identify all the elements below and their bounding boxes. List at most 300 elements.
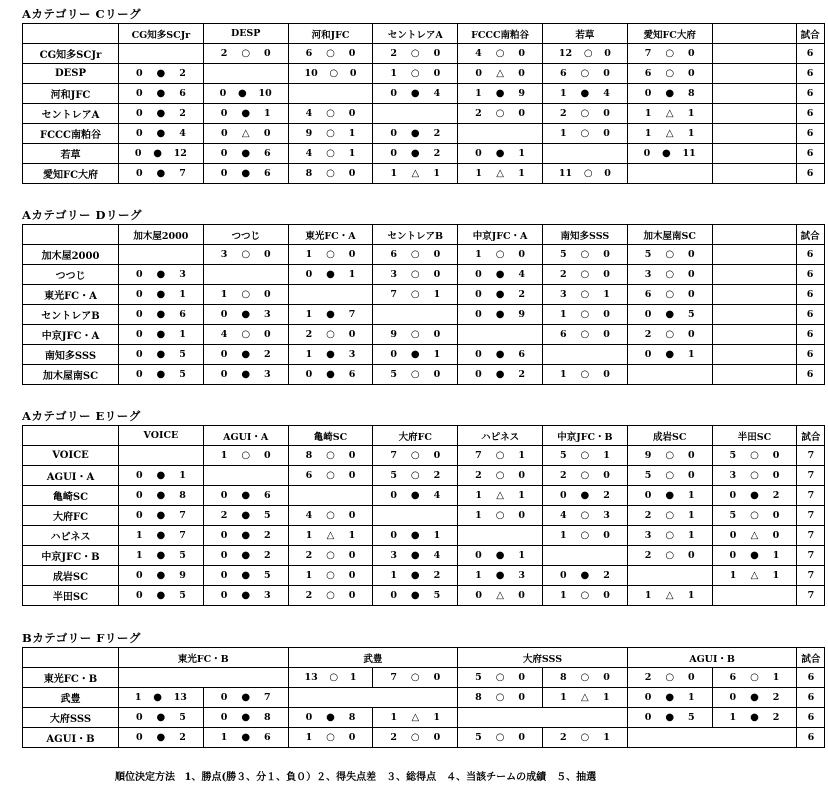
score-sym: ○ <box>665 550 675 561</box>
score-away: 2 <box>179 732 186 743</box>
match-score <box>204 570 288 581</box>
match-cell <box>542 124 627 144</box>
score-sym: ● <box>156 570 166 581</box>
self-match-cell <box>119 245 204 265</box>
match-score <box>628 108 712 119</box>
score-away: 4 <box>433 490 441 501</box>
score-away: 3 <box>264 590 271 601</box>
games-header: 試合 <box>796 24 824 44</box>
match-score <box>543 692 627 703</box>
table-row <box>23 546 825 566</box>
score-home: 5 <box>475 732 482 743</box>
score-sym: ● <box>156 530 166 541</box>
games-count: 7 <box>797 506 825 526</box>
match-score <box>119 88 203 99</box>
score-home: 1 <box>729 712 737 723</box>
games-count: 7 <box>797 526 825 546</box>
games-count: 6 <box>797 728 825 748</box>
score-sym: ● <box>326 712 335 723</box>
score-sym: ● <box>241 108 251 119</box>
self-match-cell <box>373 506 458 526</box>
match-score <box>119 68 203 79</box>
score-away: 8 <box>179 490 186 501</box>
games-count: 6 <box>796 245 824 265</box>
match-cell <box>119 586 204 606</box>
score-away: 1 <box>603 450 610 461</box>
match-cell <box>373 44 458 64</box>
score-home: 0 <box>729 490 737 501</box>
match-cell <box>373 668 458 688</box>
score-home: 1 <box>559 369 567 380</box>
score-home: 0 <box>220 369 228 380</box>
score-sym: ● <box>495 88 505 99</box>
score-home: 0 <box>135 108 143 119</box>
score-sym: ● <box>241 168 251 179</box>
score-away: 1 <box>264 108 271 119</box>
score-away: 2 <box>179 108 186 119</box>
match-cell <box>373 64 458 84</box>
score-home: 0 <box>305 269 313 280</box>
match-cell <box>458 44 543 64</box>
header-row <box>23 225 825 245</box>
match-score <box>119 732 203 743</box>
match-score <box>204 249 288 260</box>
score-home: 1 <box>475 88 482 99</box>
blank-column <box>712 24 796 44</box>
score-sym: ○ <box>583 168 593 179</box>
games-count: 7 <box>797 586 825 606</box>
score-sym: ● <box>156 68 166 79</box>
score-sym: ● <box>495 570 505 581</box>
match-cell <box>203 325 288 345</box>
games-count: 6 <box>796 325 824 345</box>
score-sym: ○ <box>580 732 590 743</box>
match-cell <box>712 546 797 566</box>
score-home: 0 <box>220 570 228 581</box>
score-away: 1 <box>687 530 695 541</box>
match-cell <box>542 325 627 345</box>
match-cell <box>288 466 373 486</box>
match-cell <box>627 124 712 144</box>
score-home: 1 <box>475 570 482 581</box>
league-c-table <box>22 23 825 184</box>
self-match-cell <box>288 688 458 708</box>
blank-column <box>712 124 796 144</box>
match-cell <box>288 305 373 325</box>
match-score <box>373 289 457 300</box>
score-away: 6 <box>518 349 526 360</box>
score-away: 0 <box>433 450 441 461</box>
score-home: 1 <box>729 570 737 581</box>
self-match-cell <box>288 285 373 305</box>
score-away: 0 <box>348 48 356 59</box>
score-away: 0 <box>518 470 526 481</box>
score-home: 0 <box>135 590 143 601</box>
league-e-table <box>22 425 825 606</box>
score-home: 6 <box>644 289 652 300</box>
score-home: 0 <box>135 289 143 300</box>
table-row <box>23 265 825 285</box>
score-away: 0 <box>348 249 356 260</box>
column-header: 愛知FC大府 <box>627 24 712 44</box>
match-score <box>373 329 457 340</box>
score-home: 2 <box>305 590 313 601</box>
column-header: ハピネス <box>458 426 543 446</box>
match-cell <box>119 144 204 164</box>
match-score <box>543 490 627 501</box>
score-home: 0 <box>559 490 567 501</box>
score-away: 0 <box>687 550 695 561</box>
score-home: 0 <box>559 570 567 581</box>
score-sym: ● <box>495 269 505 280</box>
score-home: 0 <box>134 148 142 159</box>
match-score <box>204 692 288 703</box>
match-score <box>373 712 457 723</box>
score-home: 0 <box>220 590 228 601</box>
match-score <box>373 48 457 59</box>
match-cell <box>458 104 543 124</box>
match-cell <box>542 446 627 466</box>
score-sym: △ <box>496 590 504 601</box>
score-away: 3 <box>264 309 271 320</box>
score-sym: ● <box>410 490 420 501</box>
score-sym: ● <box>410 590 420 601</box>
score-away: 8 <box>264 712 271 723</box>
match-score <box>458 48 542 59</box>
match-cell <box>288 566 373 586</box>
match-cell <box>542 104 627 124</box>
blank-column <box>712 84 796 104</box>
score-home: 1 <box>135 550 143 561</box>
score-away: 0 <box>264 249 271 260</box>
table-row <box>23 668 825 688</box>
match-score <box>628 450 712 461</box>
score-home: 0 <box>475 269 482 280</box>
match-score <box>289 712 373 723</box>
match-score <box>289 570 373 581</box>
blank-column <box>712 164 796 184</box>
match-score <box>204 490 288 501</box>
score-home: 1 <box>305 349 313 360</box>
score-away: 1 <box>433 712 441 723</box>
score-sym: △ <box>496 168 504 179</box>
score-home: 7 <box>390 450 397 461</box>
score-sym: ○ <box>580 128 590 139</box>
blank-column <box>712 44 796 64</box>
score-sym: ○ <box>580 68 590 79</box>
match-cell <box>373 144 458 164</box>
score-away: 6 <box>264 168 271 179</box>
score-home: 0 <box>135 269 143 280</box>
score-sym: ● <box>580 88 590 99</box>
match-score <box>458 570 542 581</box>
score-sym: ● <box>580 490 590 501</box>
match-cell <box>542 586 627 606</box>
team-name: 加木屋2000 <box>23 245 119 265</box>
score-sym: △ <box>750 570 759 581</box>
team-name: 若草 <box>23 144 119 164</box>
score-away: 2 <box>264 530 271 541</box>
match-cell <box>458 245 543 265</box>
match-score <box>289 530 373 541</box>
match-score <box>713 570 797 581</box>
score-away: 0 <box>603 329 610 340</box>
score-away: 9 <box>179 570 186 581</box>
match-cell <box>288 64 373 84</box>
score-sym: △ <box>241 128 250 139</box>
score-away: 1 <box>687 128 695 139</box>
team-name: CG知多SCJr <box>23 44 119 64</box>
match-cell <box>288 586 373 606</box>
score-away: 2 <box>518 289 526 300</box>
score-sym: ○ <box>665 289 675 300</box>
score-away: 8 <box>687 88 695 99</box>
match-score <box>204 289 288 300</box>
table-row <box>23 84 825 104</box>
match-score <box>713 692 797 703</box>
match-cell <box>458 566 543 586</box>
match-cell <box>712 486 797 506</box>
match-score <box>543 530 627 541</box>
column-header: 河和JFC <box>288 24 373 44</box>
team-name: 大府SSS <box>23 708 119 728</box>
score-home: 5 <box>729 510 737 521</box>
score-away: 0 <box>264 329 271 340</box>
score-away: 1 <box>603 732 610 743</box>
match-cell <box>203 566 288 586</box>
match-cell <box>373 245 458 265</box>
score-sym: ○ <box>665 68 675 79</box>
score-sym: ● <box>410 349 420 360</box>
score-sym: ○ <box>495 672 505 683</box>
score-away: 1 <box>179 329 186 340</box>
score-home: 2 <box>644 672 652 683</box>
score-sym: ● <box>662 148 671 159</box>
score-home: 2 <box>390 732 397 743</box>
match-cell <box>627 586 712 606</box>
score-sym: ● <box>665 692 675 703</box>
match-score <box>373 148 457 159</box>
score-sym: ○ <box>495 48 505 59</box>
column-header: VOICE <box>119 426 204 446</box>
match-cell <box>542 486 627 506</box>
corner-cell <box>23 225 119 245</box>
score-home: 1 <box>220 732 228 743</box>
match-cell <box>119 325 204 345</box>
match-cell <box>542 84 627 104</box>
score-sym: ● <box>241 490 251 501</box>
match-score <box>119 329 203 340</box>
match-cell <box>627 305 712 325</box>
score-home: 12 <box>558 48 573 59</box>
self-match-cell <box>119 44 204 64</box>
match-score <box>713 712 797 723</box>
score-home: 0 <box>220 530 228 541</box>
score-home: 5 <box>559 249 567 260</box>
score-home: 6 <box>390 249 397 260</box>
score-home: 3 <box>390 269 397 280</box>
score-away: 1 <box>348 530 356 541</box>
score-sym: ○ <box>580 329 590 340</box>
score-sym: ○ <box>410 68 420 79</box>
match-cell <box>458 668 543 688</box>
match-score <box>713 550 797 561</box>
match-score <box>628 128 712 139</box>
ranking-method <box>115 768 602 783</box>
score-away: 12 <box>173 148 187 159</box>
score-away: 6 <box>179 309 186 320</box>
score-away: 0 <box>687 48 695 59</box>
score-sym: ● <box>156 329 166 340</box>
score-home: 0 <box>305 369 313 380</box>
match-cell <box>119 526 204 546</box>
match-score <box>119 168 203 179</box>
team-name: 亀崎SC <box>23 486 119 506</box>
self-match-cell <box>712 586 797 606</box>
match-cell <box>542 728 627 748</box>
score-away: 0 <box>518 48 526 59</box>
match-cell <box>288 265 373 285</box>
match-cell <box>627 285 712 305</box>
score-sym: ● <box>156 510 166 521</box>
score-home: 0 <box>644 349 652 360</box>
match-cell <box>712 526 797 546</box>
match-cell <box>712 708 797 728</box>
score-sym: ○ <box>665 450 675 461</box>
ranking-method-rules: 1、勝点(勝３、分１、負０）２、得失点差 ３、総得点 ４、当該チームの成績 ５、抽選 <box>184 772 597 783</box>
match-score <box>119 692 203 703</box>
match-score <box>204 148 288 159</box>
match-score <box>119 269 203 280</box>
team-name: ハピネス <box>23 526 119 546</box>
score-home: 0 <box>135 712 143 723</box>
score-home: 1 <box>305 309 313 320</box>
score-sym: ● <box>156 550 166 561</box>
score-home: 3 <box>644 530 652 541</box>
score-sym: ● <box>156 712 166 723</box>
score-sym: ○ <box>410 329 420 340</box>
score-away: 4 <box>433 550 441 561</box>
score-sym: ○ <box>410 48 420 59</box>
score-sym: ● <box>326 269 335 280</box>
score-sym: ● <box>241 550 251 561</box>
score-home: 5 <box>729 450 737 461</box>
match-cell <box>627 546 712 566</box>
match-cell <box>119 688 204 708</box>
score-home: 2 <box>644 510 652 521</box>
score-away: 0 <box>348 570 356 581</box>
score-away: 8 <box>348 712 356 723</box>
score-sym: ○ <box>326 590 335 601</box>
score-away: 1 <box>348 128 356 139</box>
score-home: 0 <box>220 108 228 119</box>
score-home: 0 <box>135 329 143 340</box>
score-home: 0 <box>475 289 482 300</box>
score-sym: ● <box>241 732 251 743</box>
games-count: 6 <box>796 164 824 184</box>
match-score <box>289 510 373 521</box>
match-score <box>289 672 373 683</box>
score-home: 0 <box>390 530 397 541</box>
games-count: 6 <box>796 265 824 285</box>
match-cell <box>373 446 458 466</box>
match-score <box>458 148 542 159</box>
score-sym: ○ <box>326 470 335 481</box>
score-sym: △ <box>665 590 674 601</box>
match-cell <box>288 325 373 345</box>
score-away: 0 <box>687 269 695 280</box>
match-cell <box>203 446 288 466</box>
match-score <box>373 88 457 99</box>
match-score <box>543 88 627 99</box>
match-score <box>713 530 797 541</box>
score-home: 1 <box>134 692 142 703</box>
match-score <box>204 530 288 541</box>
match-score <box>119 470 203 481</box>
match-cell <box>203 124 288 144</box>
score-home: 0 <box>644 88 652 99</box>
score-sym: ● <box>156 369 166 380</box>
score-away: 0 <box>348 732 356 743</box>
score-home: 0 <box>475 349 482 360</box>
games-header: 試合 <box>797 648 825 668</box>
score-home: 1 <box>559 88 567 99</box>
score-away: 0 <box>687 249 695 260</box>
self-match-cell <box>203 466 288 486</box>
match-score <box>628 269 712 280</box>
self-match-cell <box>458 325 543 345</box>
score-home: 5 <box>390 369 397 380</box>
score-home: 0 <box>475 369 482 380</box>
match-score <box>458 470 542 481</box>
match-score <box>543 269 627 280</box>
score-sym: ○ <box>580 108 590 119</box>
match-cell <box>288 164 373 184</box>
match-cell <box>203 84 288 104</box>
match-cell <box>627 325 712 345</box>
score-home: 9 <box>644 450 652 461</box>
score-away: 2 <box>518 369 526 380</box>
column-header: FCCC南粕谷 <box>458 24 543 44</box>
match-cell <box>288 124 373 144</box>
self-match-cell <box>119 446 204 466</box>
score-home: 0 <box>475 550 482 561</box>
match-cell <box>542 668 627 688</box>
score-away: 0 <box>518 68 525 79</box>
match-cell <box>203 728 288 748</box>
score-sym: ● <box>665 490 675 501</box>
match-score <box>543 249 627 260</box>
score-away: 0 <box>687 672 695 683</box>
score-home: 1 <box>644 108 652 119</box>
match-cell <box>458 728 543 748</box>
self-match-cell <box>288 486 373 506</box>
score-home: 1 <box>559 309 567 320</box>
table-row <box>23 446 825 466</box>
score-sym: ○ <box>495 108 505 119</box>
score-away: 3 <box>264 369 271 380</box>
self-match-cell <box>627 365 712 385</box>
score-home: 0 <box>390 490 397 501</box>
match-cell <box>542 245 627 265</box>
match-score <box>373 490 457 501</box>
match-cell <box>373 345 458 365</box>
match-cell <box>119 708 204 728</box>
score-away: 0 <box>264 450 271 461</box>
score-home: 0 <box>475 68 482 79</box>
score-sym: ● <box>495 349 505 360</box>
match-score <box>543 309 627 320</box>
